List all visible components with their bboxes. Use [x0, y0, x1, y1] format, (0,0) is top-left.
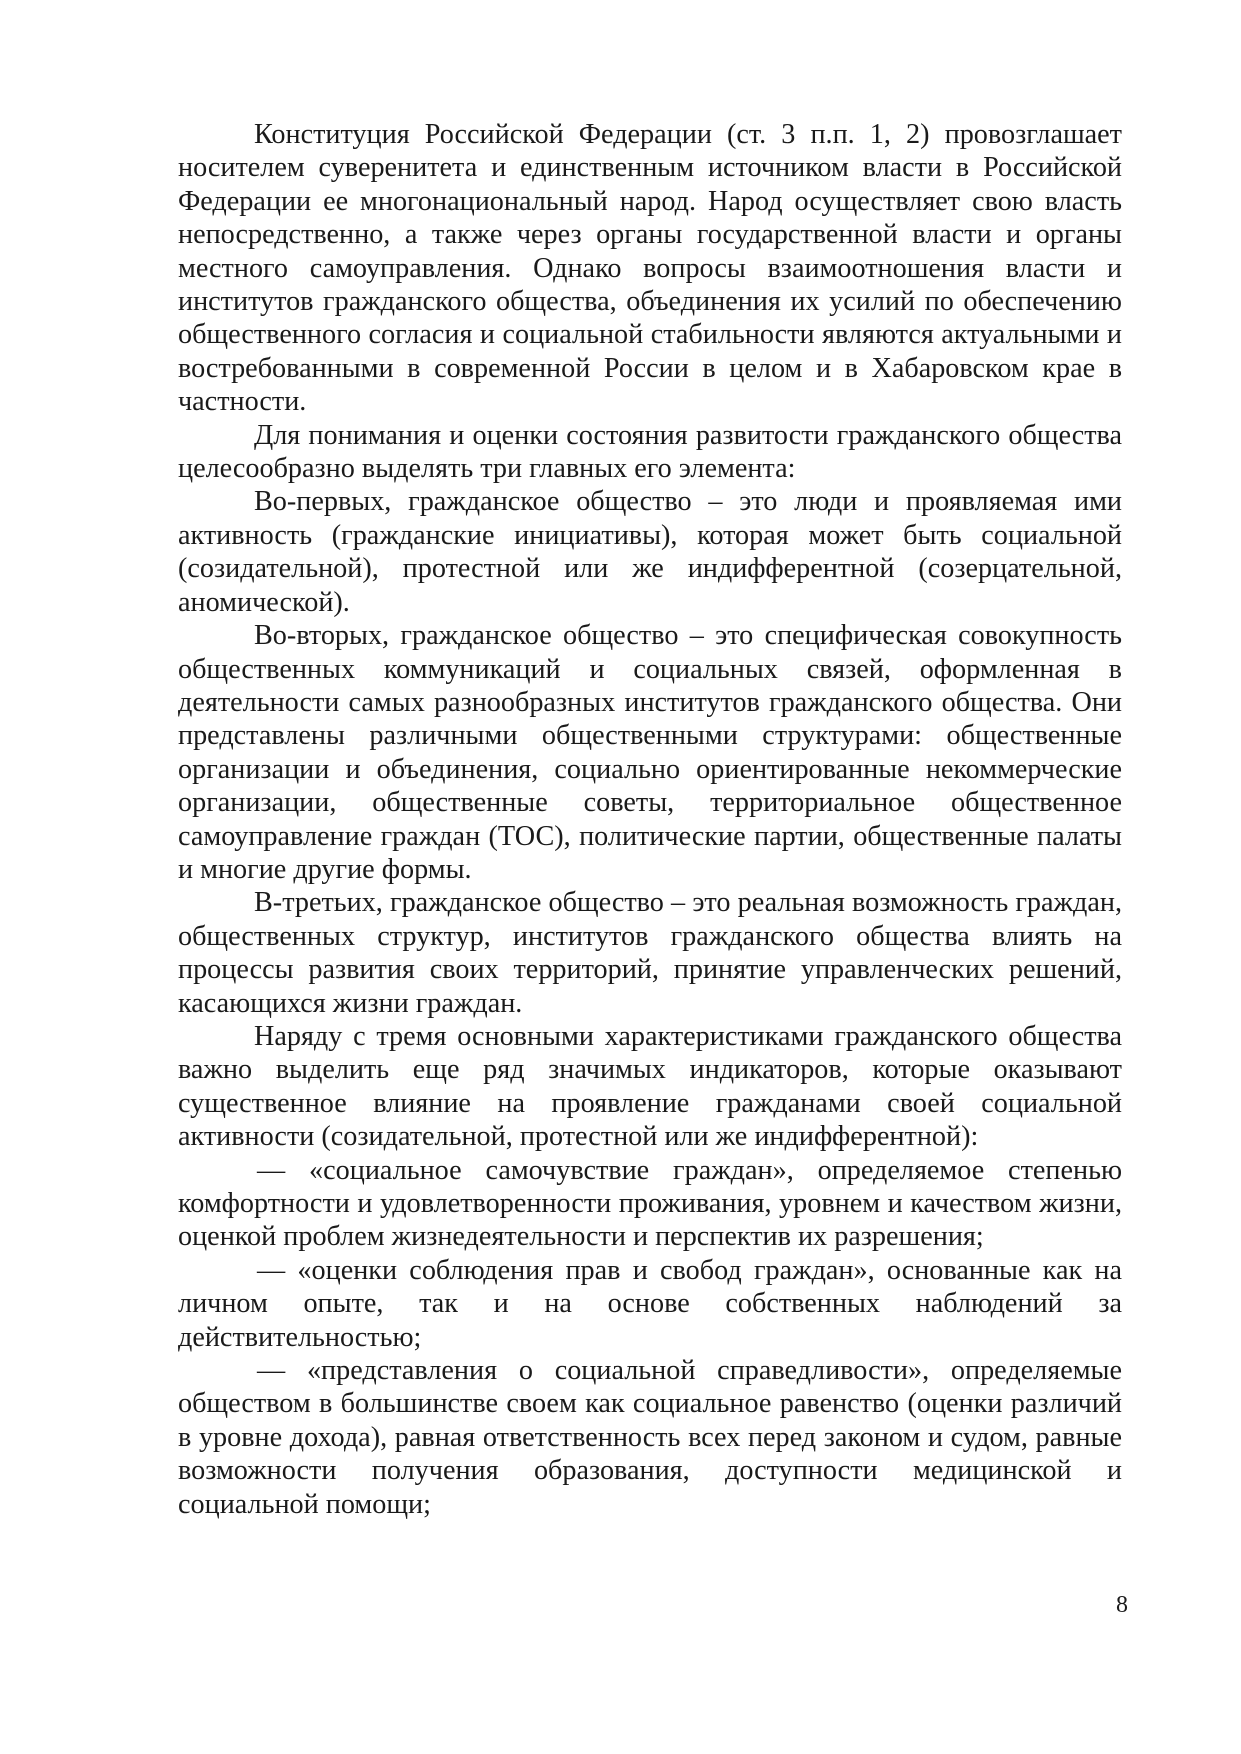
list-item-social-wellbeing: — «социальное самочувствие граждан», определяемое степенью комфортности и удовлетворенности проживания, уровнем и качеством жизни, оценкой проблем жизнедеятельности и перспектив их разрешения; [178, 1154, 1122, 1253]
paragraph-indicators: Наряду с тремя основными характеристиками гражданского общества важно выделить еще ряд значимых индикаторов, которые оказывают существенное влияние на проявление гражданами своей социальной активности (созидательной, протестной или же индифферентной): [178, 1020, 1122, 1153]
paragraph-first-element: Во-первых, гражданское общество – это люди и проявляемая ими активность (гражданские инициативы), которая может быть социальной (созидательной), протестной или же индифферентной (созерцательной, аномической). [178, 486, 1122, 618]
paragraph-second-element: Во-вторых, гражданское общество – это специфическая совокупность общественных коммуникаций и социальных связей, оформленная в деятельности самых разнообразных институтов гражданского общества. Они представлены различными общественными структурами: общественные организации и объединения, социально ориентированные некоммерческие организации, общественные советы, территориальное общественное самоуправление граждан (ТОС), политические партии, общественные палаты и многие другие формы. [178, 620, 1122, 885]
list-item-social-justice: — «представления о социальной справедливости», определяемые обществом в большинстве своем как социальное равенство (оценки различий в уровне дохода), равная ответственность всех перед законом и судом, равные возможности получения образования, доступности медицинской и социальной помощи; [178, 1355, 1122, 1520]
body-text [178, 118, 1122, 1521]
list-item-rights-assessment: — «оценки соблюдения прав и свобод граждан», основанные как на личном опыте, так и на основе собственных наблюдений за действительностью; [178, 1254, 1122, 1353]
paragraph-understanding: Для понимания и оценки состояния развитости гражданского общества целесообразно выделять три главных его элемента: [178, 419, 1122, 485]
paragraph-third-element: В-третьих, гражданское общество – это реальная возможность граждан, общественных структур, институтов гражданского общества влиять на процессы развития своих территорий, принятие управленческих решений, касающихся жизни граждан. [178, 887, 1122, 1019]
page-number: 8 [1116, 1592, 1128, 1618]
paragraph-constitution: Конституция Российской Федерации (ст. 3 п.п. 1, 2) провозглашает носителем суверенитета и единственным источником власти в Российской Федерации ее многонациональный народ. Народ осуществляет свою власть непосредственно, а также через органы государственной власти и органы местного самоуправления. Однако вопросы взаимоотношения власти и институтов гражданского общества, объединения их усилий по обеспечению общественного согласия и социальной стабильности являются актуальными и востребованными в современной России в целом и в Хабаровском крае в частности. [178, 119, 1122, 418]
